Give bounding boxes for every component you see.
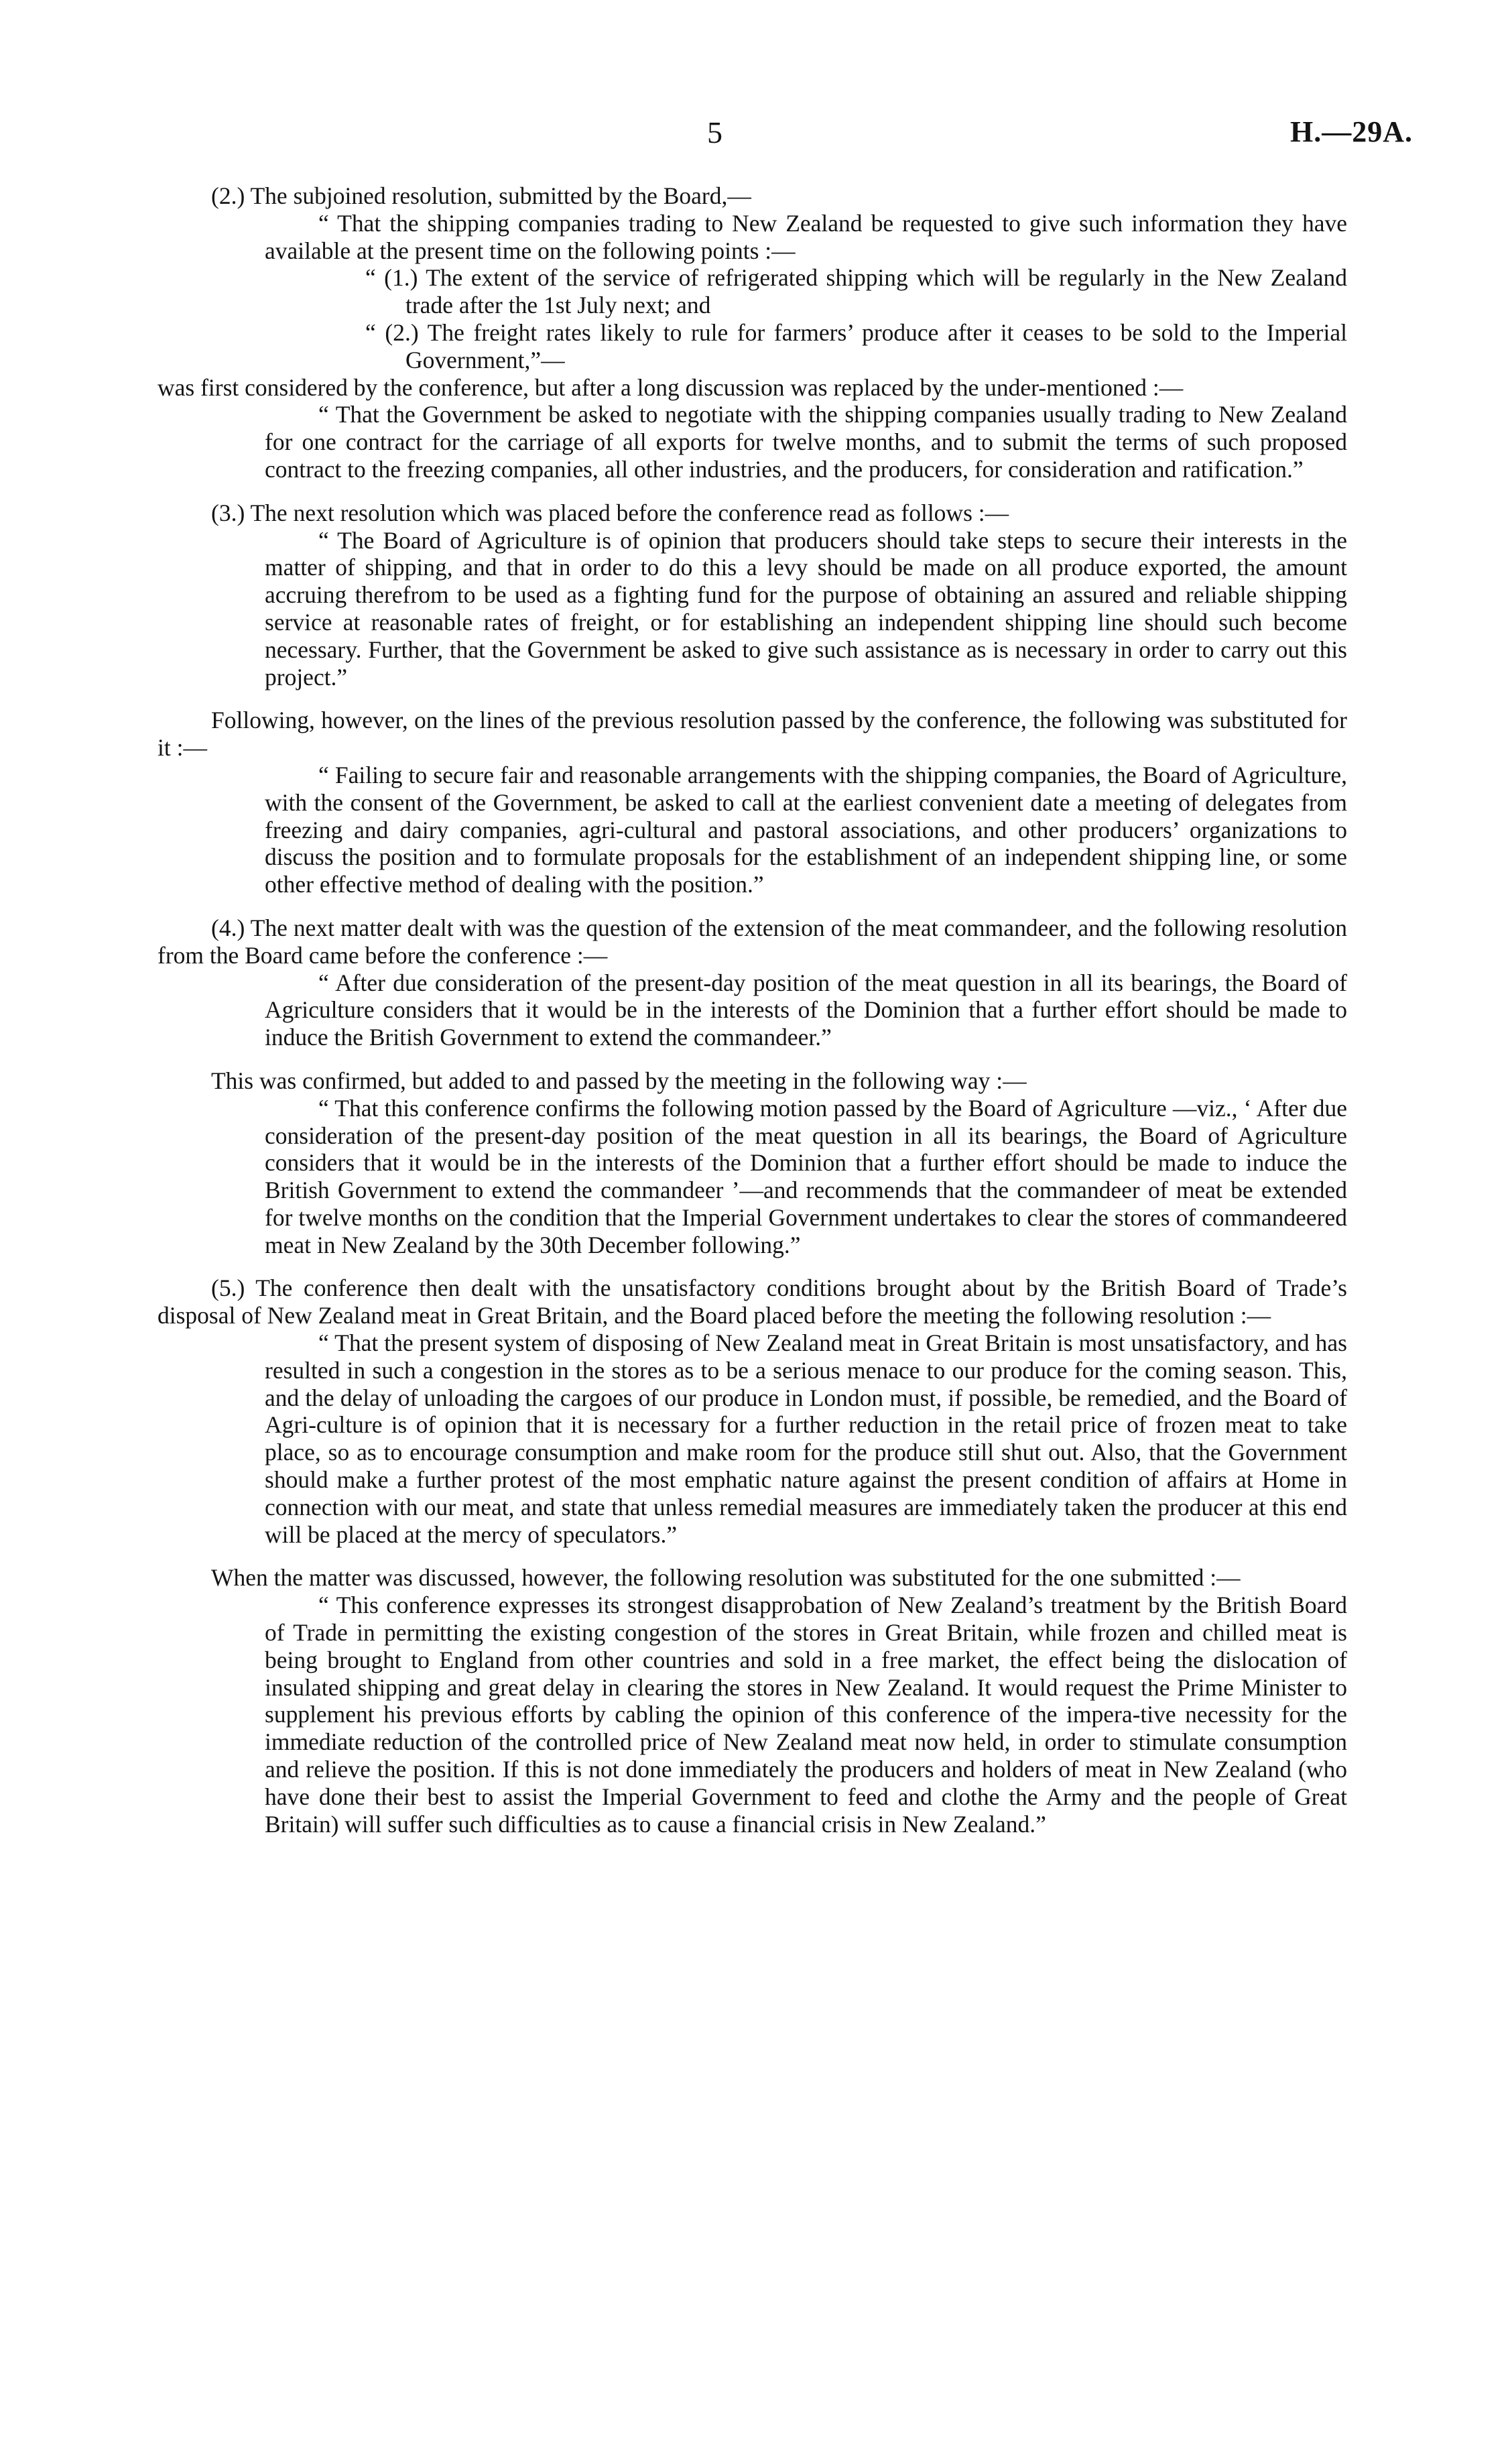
quoted-resolution: “ Failing to secure fair and reasonable arrangements with the shipping companies, the Board of Agriculture, with the consent of the Government, be asked to call at the earliest convenient date a meeting of delegates from freezing and dairy companies, agri-cultural and pastoral associations, and other producers’ organizations to discuss the position and to formulate proposals for the establishment of an independent shipping line, or some other effective method of dealing with the position.” xyxy=(265,761,1347,898)
paragraph: (3.) The next resolution which was placed before the conference read as follows :— xyxy=(211,499,1009,526)
quoted-resolution: “ (1.) The extent of the service of refrigerated shipping which will be regularly in the New Zealand trade after the 1st July next; and xyxy=(365,264,1347,319)
quoted-resolution: “ This conference expresses its strongest disapprobation of New Zealand’s treatment by the British Board of Trade in permitting the existing congestion of the stores in Great Britain, while frozen and chilled meat is being brought to England from other countries and sold in a free market, the effect being the dislocation of insulated shipping and great delay in clearing the stores in New Zealand. It would request the Prime Minister to supplement his previous efforts by cabling the opinion of this conference of the impera-tive necessity for the immediate reduction of the controlled price of New Zealand meat now held, in order to stimulate consumption and relieve the position. If this is not done immediately the producers and holders of meat in New Zealand (who have done their best to assist the Imperial Government to feed and clothe the Army and the people of Great Britain) will suffer such difficulties as to cause a financial crisis in New Zealand.” xyxy=(265,1592,1347,1838)
quoted-resolution: “ That the Government be asked to negotiate with the shipping companies usually trading to New Zealand for one contract for the carriage of all exports for twelve months, and to submit the terms of such proposed contract to the freezing companies, all other industries, and the producers, for consideration and ratification.” xyxy=(265,401,1347,483)
paragraph: (5.) The conference then dealt with the unsatisfactory conditions brought about by the British Board of Trade’s disposal of New Zealand meat in Great Britain, and the Board placed before the meeting the following resolution :— xyxy=(158,1274,1347,1329)
document-reference: H.—29A. xyxy=(1290,115,1413,148)
quoted-resolution: “ After due consideration of the present-day position of the meat question in all its bearings, the Board of Agriculture considers that it would be in the interests of the Dominion that a further effort should be made to induce the British Government to extend the commandeer.” xyxy=(265,969,1347,1051)
document-body xyxy=(158,182,1347,1838)
paragraph: (4.) The next matter dealt with was the question of the extension of the meat commandeer, and the following resolution from the Board came before the conference :— xyxy=(158,914,1347,969)
quoted-resolution: “ That this conference confirms the following motion passed by the Board of Agriculture —viz., ‘ After due consideration of the present-day position of the meat question in all its bearings, the Board of Agriculture considers that it would be in the interests of the Dominion that a further effort should be made to induce the British Government to extend the commandeer ’—and recommends that the commandeer of meat be extended for twelve months on the condition that the Imperial Government undertakes to clear the stores of commandeered meat in New Zealand by the 30th December following.” xyxy=(265,1094,1347,1258)
quoted-resolution: “ (2.) The freight rates likely to rule for farmers’ produce after it ceases to be sold to the Imperial Government,”— xyxy=(365,318,1347,373)
paragraph: Following, however, on the lines of the previous resolution passed by the conference, the following was substituted for it :— xyxy=(158,707,1347,762)
paragraph: This was confirmed, but added to and passed by the meeting in the following way :— xyxy=(211,1067,1027,1094)
paragraph: When the matter was discussed, however, the following resolution was substituted for the one submitted :— xyxy=(211,1564,1241,1592)
paragraph: was first considered by the conference, but after a long discussion was replaced by the under-mentioned :— xyxy=(158,373,1184,401)
paragraph: (2.) The subjoined resolution, submitted by the Board,— xyxy=(211,182,751,209)
page-number: 5 xyxy=(707,115,722,150)
quoted-resolution: “ That the present system of disposing of New Zealand meat in Great Britain is most unsatisfactory, and has resulted in such a congestion in the stores as to be a serious menace to our produce for the coming season. This, and the delay of unloading the cargoes of our produce in London must, if possible, be remedied, and the Board of Agri-culture is of opinion that it is necessary for a further reduction in the retail price of frozen meat to take place, so as to encourage consumption and make room for the produce still shut out. Also, that the Government should make a further protest of the most emphatic nature against the present condition of affairs at Home in connection with our meat, and state that unless remedial measures are immediately taken the producer at this end will be placed at the mercy of speculators.” xyxy=(265,1329,1347,1548)
quoted-resolution: “ The Board of Agriculture is of opinion that producers should take steps to secure their interests in the matter of shipping, and that in order to do this a levy should be made on all produce exported, the amount accruing therefrom to be used as a fighting fund for the purpose of obtaining an assured and reliable shipping service at reasonable rates of freight, or for establishing an independent shipping line should such become necessary. Further, that the Government be asked to give such assistance as is necessary in order to carry out this project.” xyxy=(265,526,1347,691)
quoted-resolution: “ That the shipping companies trading to New Zealand be requested to give such information they have available at the present time on the following points :— xyxy=(265,209,1347,264)
